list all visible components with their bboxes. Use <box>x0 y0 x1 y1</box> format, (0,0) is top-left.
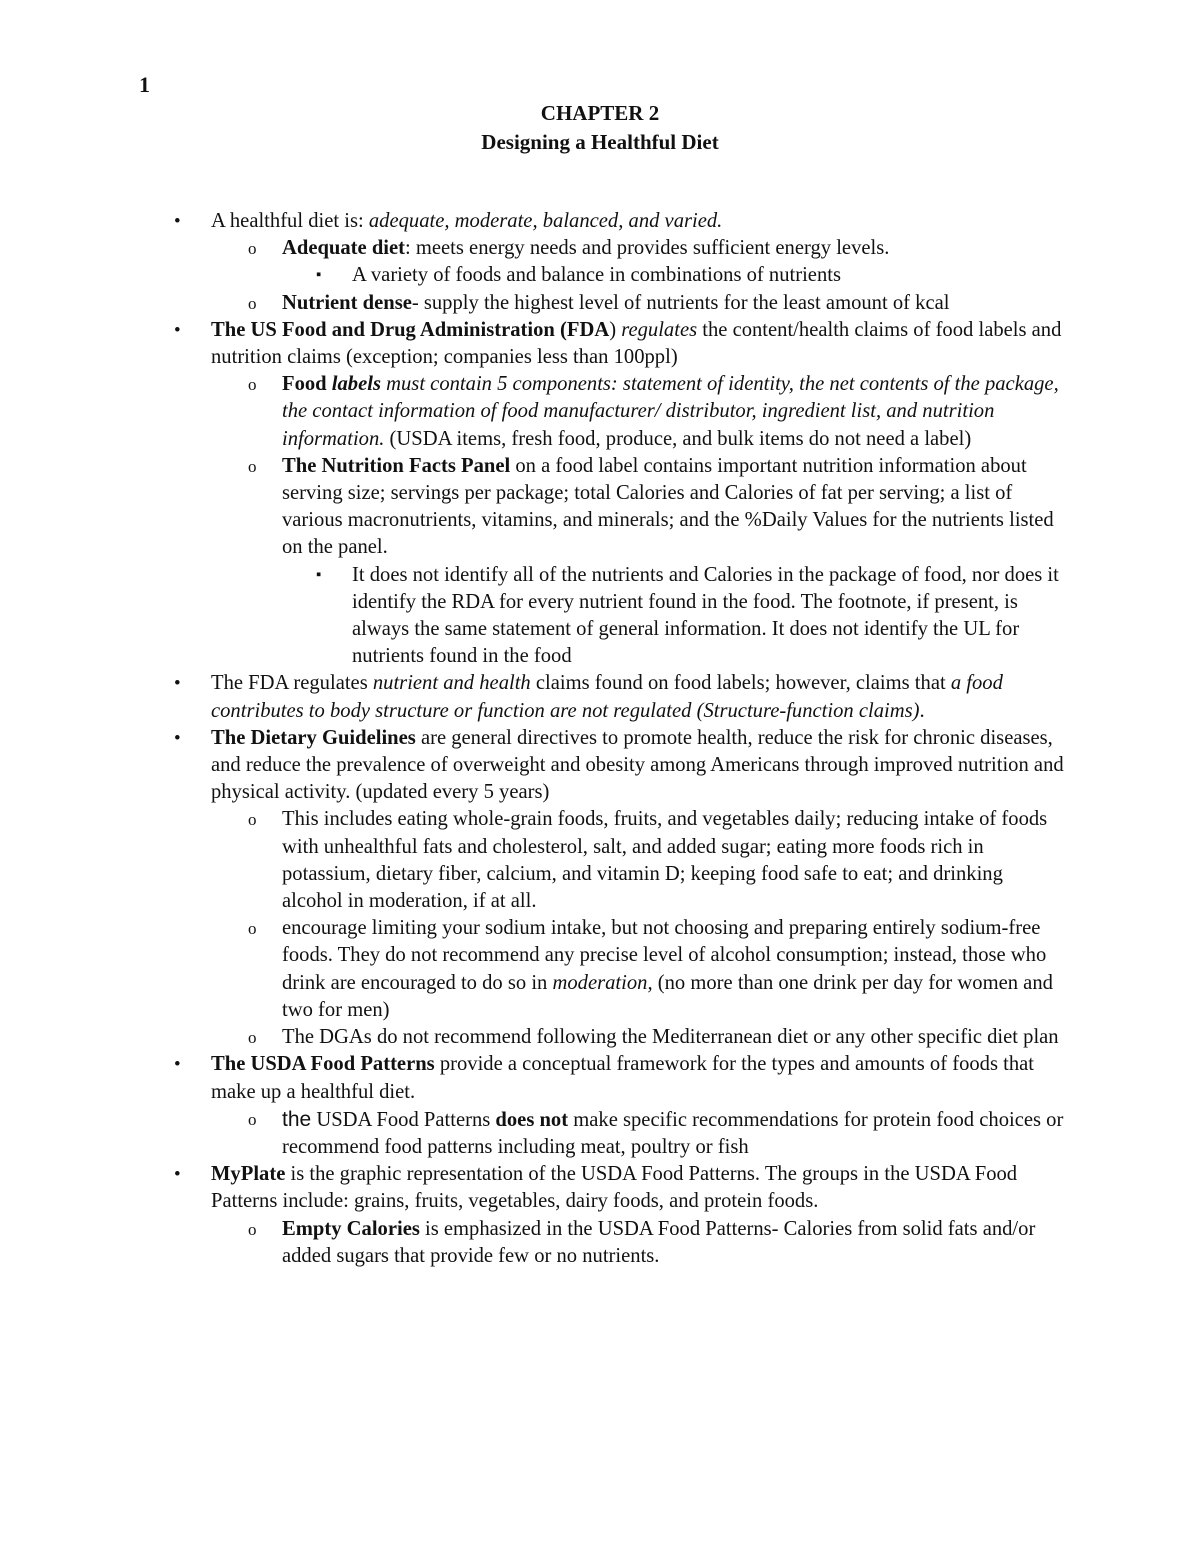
chapter-heading: CHAPTER 2 <box>540 101 660 125</box>
list-item: • The US Food and Drug Administration (FDA) regulates the content/health claims of food labels and nutrition claims (exception; companies less than 100ppl) <box>174 318 1062 369</box>
list-item: • A healthful diet is: adequate, moderate, balanced, and varied. <box>211 208 1066 235</box>
page-title: Designing a Healthful Diet <box>481 130 719 154</box>
list-item: • The Dietary Guidelines are general directives to promote health, reduce the risk for chronic diseases, and reduce the prevalence of overweight and obesity among Americans through improved nutrition and physical activity. (updated every 5 years) <box>174 726 1064 804</box>
list-item: o The Nutrition Facts Panel on a food label contains important nutrition information about serving size; servings per package; total Calories and Calories of fat per serving; a list of various macronutrients, vitamins, and minerals; and the %Daily Values for the nutrients listed on the panel. <box>248 454 1054 559</box>
disc-bullet: • <box>174 211 181 232</box>
circle-bullet: o <box>248 1028 257 1048</box>
disc-bullet: • <box>174 727 181 749</box>
list-item: o the USDA Food Patterns does not make specific recommendations for protein food choices or recommend food patterns including meat, poultry or fish <box>248 1107 1064 1158</box>
square-bullet: ▪ <box>316 267 322 284</box>
list-item: o This includes eating whole-grain foods, fruits, and vegetables daily; reducing intake of foods with unhealthful fats and cholesterol, salt, and added sugar; eating more foods rich in potassium, dietary fiber, calcium, and vitamin D; keeping food safe to eat; and drinking alcohol in moderation, if at all. <box>248 808 1048 913</box>
disc-bullet: • <box>174 1164 181 1186</box>
list-item: ▪ A variety of foods and balance in combinations of nutrients <box>352 262 1066 289</box>
disc-bullet: • <box>174 673 181 695</box>
circle-bullet: o <box>248 919 257 939</box>
circle-bullet: o <box>248 810 257 830</box>
circle-bullet: o <box>248 239 257 259</box>
square-bullet: ▪ <box>316 566 322 583</box>
list-item: o Food labels must contain 5 components: statement of identity, the net contents of the package, the contact information of food manufacturer/ distributor, ingredient list, and nutrition information. (USDA items, fresh food, produce, and bulk items do not need a label) <box>248 373 1059 450</box>
list-item: o The DGAs do not recommend following the Mediterranean diet or any other specific diet plan <box>282 1024 1066 1051</box>
disc-bullet: • <box>174 319 181 341</box>
list-item: o Empty Calories is emphasized in the USDA Food Patterns- Calories from solid fats and/or added sugars that provide few or no nutrients. <box>248 1217 1036 1267</box>
list-item: • The FDA regulates nutrient and health claims found on food labels; however, claims that a food contributes to body structure or function are not regulated (Structure-function claims). <box>174 672 1003 722</box>
list-item: • MyPlate is the graphic representation of the USDA Food Patterns. The groups in the USDA Food Patterns include: grains, fruits, vegetables, dairy foods, and protein foods. <box>174 1163 1018 1213</box>
list-item: o Adequate diet: meets energy needs and provides sufficient energy levels. <box>282 235 1066 262</box>
circle-bullet: o <box>248 293 257 313</box>
list-item: o encourage limiting your sodium intake, but not choosing and preparing entirely sodium-free foods. They do not recommend any precise level of alcohol consumption; instead, those who drink are encouraged to do so in moderation, (no more than one drink per day for women and two for men) <box>248 917 1053 1021</box>
list-item: • The USDA Food Patterns provide a conceptual framework for the types and amounts of foods that make up a healthful diet. <box>174 1053 1035 1103</box>
circle-bullet: o <box>248 456 257 476</box>
document-body <box>0 208 1200 1270</box>
circle-bullet: o <box>248 1219 257 1239</box>
list-item: ▪ It does not identify all of the nutrients and Calories in the package of food, nor does it identify the RDA for every nutrient found in the food. The footnote, if present, is always the same statement of general information. It does not identify the UL for nutrients found in the food <box>316 563 1059 668</box>
list-item: o Nutrient dense- supply the highest level of nutrients for the least amount of kcal <box>282 290 1066 317</box>
document-title-block <box>0 99 1200 157</box>
page-number: 1 <box>139 72 150 97</box>
circle-bullet: o <box>248 1109 257 1129</box>
circle-bullet: o <box>248 375 257 395</box>
disc-bullet: • <box>174 1054 181 1076</box>
